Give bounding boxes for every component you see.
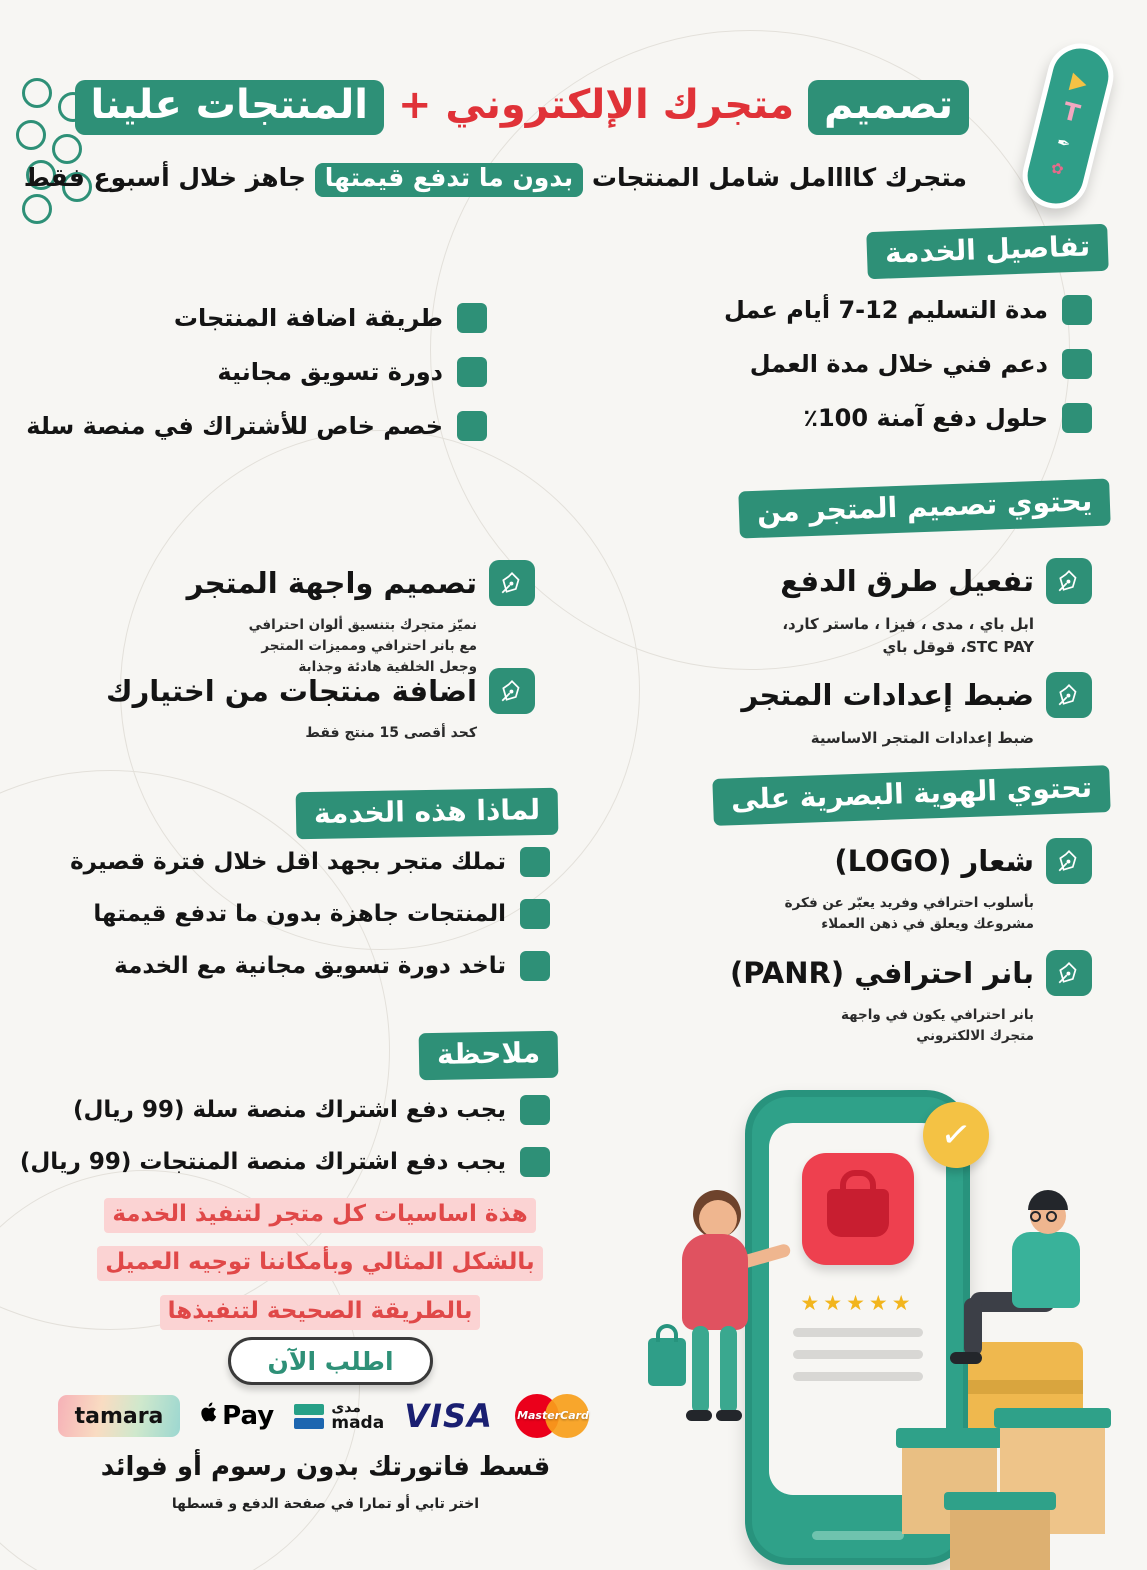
feature-title: تفعيل طرق الدفع: [780, 564, 1034, 598]
feature-desc: بانر احترافي يكون في واجهة متجرك الالكتروني: [840, 1007, 1034, 1044]
apple-pay-label: Pay: [222, 1401, 275, 1431]
feature-desc: ابل باي ، مدى ، فيزا ، ماستر كارد، STC PAY، قوقل باي: [782, 615, 1034, 657]
pen-tool-icon: [1046, 950, 1092, 996]
feature-add-products: [106, 668, 535, 745]
check-square-icon: [520, 847, 550, 877]
glasses-icon: [1046, 1211, 1057, 1222]
man-illustration: [950, 1352, 982, 1364]
parcel-lid-illustration: [896, 1428, 1003, 1448]
note-list: [20, 1095, 550, 1177]
mada-bars-icon: [294, 1404, 324, 1429]
quick-features-list: [26, 303, 487, 441]
check-square-icon: [520, 951, 550, 981]
mada-arabic-label: مدى: [331, 1399, 361, 1416]
note-label: يجب دفع اشتراك منصة المنتجات (99 ريال): [19, 1149, 506, 1175]
check-square-icon: [1062, 295, 1092, 325]
note-item: [20, 1095, 550, 1125]
shopping-app-tile: [802, 1153, 914, 1265]
apple-icon: [200, 1401, 219, 1431]
man-illustration: [1012, 1232, 1080, 1308]
page-subtitle: [23, 163, 967, 197]
shopping-bag-icon: [827, 1189, 889, 1237]
why-service-label: المنتجات جاهزة بدون ما تدفع قيمتها: [93, 901, 506, 927]
why-service-label: تملك متجر بجهد اقل خلال فترة قصيرة: [70, 849, 506, 875]
apple-pay-logo: [200, 1401, 274, 1431]
pen-tool-icon: [1046, 558, 1092, 604]
woman-illustration: [720, 1326, 737, 1414]
visa-logo: VISA: [404, 1397, 493, 1435]
service-detail-item: [724, 295, 1092, 325]
section-header-why-service: لماذا هذه الخدمة: [295, 788, 558, 840]
subtitle-highlight: بدون ما تدفع قيمتها: [315, 163, 583, 197]
title-highlight-products: المنتجات علينا: [75, 80, 385, 135]
service-detail-label: حلول دفع آمنة 100٪: [803, 404, 1048, 432]
payment-methods-row: [58, 1392, 593, 1440]
check-square-icon: [1062, 349, 1092, 379]
decorative-circle: [22, 194, 52, 224]
feature-title: بانر احترافي (PANR): [729, 956, 1034, 990]
decorative-circle: [22, 78, 52, 108]
phone-home-bar: [812, 1531, 904, 1540]
parcel-lid-illustration: [994, 1408, 1111, 1428]
feature-payment-methods: [769, 558, 1092, 660]
check-square-icon: [520, 1147, 550, 1177]
why-service-item: [70, 847, 550, 877]
quick-feature-label: خصم خاص للأشتراك في منصة سلة: [26, 412, 443, 440]
feature-desc: كحد أقصى 15 منتج فقط: [305, 725, 477, 741]
service-detail-label: دعم فني خلال مدة العمل: [749, 350, 1048, 378]
title-middle-text: متجرك الإلكتروني +: [397, 82, 795, 128]
decorative-circle: [16, 120, 46, 150]
installment-text: قسط فاتورتك بدون رسوم أو فوائد: [100, 1452, 551, 1482]
check-square-icon: [1062, 403, 1092, 433]
quick-feature-item: [26, 303, 487, 333]
page-title: [90, 80, 969, 135]
section-header-visual-identity: تحتوي الهوية البصرية على: [712, 765, 1111, 826]
quick-feature-item: [26, 357, 487, 387]
check-square-icon: [457, 411, 487, 441]
rating-stars: ★★★★★: [800, 1291, 915, 1315]
pen-tool-icon: [489, 560, 535, 606]
feature-title: ضبط إعدادات المتجر: [741, 678, 1034, 712]
subtitle-post: جاهز خلال أسبوع فقط: [23, 163, 307, 192]
check-square-icon: [457, 303, 487, 333]
title-highlight-design: تصميم: [808, 80, 969, 135]
feature-title: تصميم واجهة المتجر: [186, 566, 477, 600]
note-label: يجب دفع اشتراك منصة سلة (99 ريال): [72, 1097, 506, 1123]
service-details-list: [724, 295, 1092, 433]
shopping-illustration: [640, 1080, 1147, 1570]
flower-icon: ✿: [1049, 157, 1066, 179]
check-square-icon: [520, 1095, 550, 1125]
text-line-placeholder: [793, 1350, 923, 1359]
feature-desc: بأسلوب احترافي وفريد يعبّر عن فكرة مشروعك ويعلق في ذهن العملاء: [784, 895, 1034, 932]
woman-illustration: [716, 1410, 742, 1421]
mastercard-label: MasterCard: [517, 1409, 589, 1422]
pen-tool-icon: [1046, 672, 1092, 718]
woman-illustration: [682, 1234, 748, 1330]
pen-tool-icon: [1046, 838, 1092, 884]
feature-desc: نميّز متجرك بتنسيق ألوان احترافي مع بانر احترافي ومميزات المتجر وجعل الخلفية هادئة وجذابة: [248, 617, 477, 675]
decorative-circle: [52, 134, 82, 164]
quick-feature-label: طريقة اضافة المنتجات: [173, 304, 443, 332]
letter-t-icon: T: [1060, 96, 1083, 128]
man-illustration: [1028, 1190, 1068, 1210]
tote-bag-illustration: [648, 1338, 686, 1386]
tamara-logo: tamara: [58, 1395, 180, 1437]
text-line-placeholder: [793, 1372, 923, 1381]
section-header-service-details: تفاصيل الخدمة: [866, 224, 1109, 279]
pen-icon: ✒: [1055, 131, 1073, 154]
check-square-icon: [457, 357, 487, 387]
why-service-item: [70, 951, 550, 981]
woman-illustration: [692, 1326, 709, 1414]
check-square-icon: [520, 899, 550, 929]
feature-title: اضافة منتجات من اختيارك: [105, 674, 477, 708]
subtitle-pre: متجرك كاااامل شامل المنتجات: [591, 163, 967, 192]
mada-logo: [294, 1401, 384, 1432]
feature-desc: ضبط إعدادات المتجر الاساسية: [810, 729, 1034, 747]
feature-store-settings: [741, 672, 1092, 750]
check-icon: ✓: [938, 1112, 974, 1158]
mastercard-logo: [513, 1392, 593, 1440]
parcel-box-illustration: [950, 1504, 1050, 1570]
order-now-button[interactable]: اطلب الآن: [228, 1337, 433, 1385]
section-header-note: ملاحظة: [419, 1031, 559, 1080]
mada-english-label: mada: [331, 1412, 385, 1433]
note-warning-text: هذة اساسيات كل متجر لتنفيذ الخدمة بالشكل المثالي وبأمكاننا توجيه العميل بالطريقة الصحيحة لتنفيذها: [97, 1198, 542, 1330]
why-service-label: تاخد دورة تسويق مجانية مع الخدمة: [114, 953, 506, 979]
feature-storefront-design: [187, 560, 535, 678]
service-detail-label: مدة التسليم 12-7 أيام عمل: [723, 296, 1048, 324]
why-service-item: [70, 899, 550, 929]
glasses-icon: [1030, 1211, 1041, 1222]
pen-tool-icon: [489, 668, 535, 714]
parcel-lid-illustration: [944, 1492, 1056, 1510]
woman-illustration: [699, 1200, 737, 1238]
installment-note: اختر تابي أو تمارا في صفحة الدفع و قسطها: [171, 1496, 480, 1512]
note-item: [20, 1147, 550, 1177]
section-header-store-design: يحتوي تصميم المتجر من: [738, 479, 1111, 539]
text-line-placeholder: [793, 1328, 923, 1337]
feature-title: شعار (LOGO): [834, 844, 1034, 878]
service-detail-item: [724, 349, 1092, 379]
quick-feature-label: دورة تسويق مجانية: [217, 358, 443, 386]
quick-feature-item: [26, 411, 487, 441]
why-service-list: [70, 847, 550, 981]
man-illustration: [964, 1298, 982, 1356]
feature-banner: [730, 950, 1092, 1047]
design-tool-illustration: [1016, 37, 1121, 216]
note-warning: [65, 1190, 575, 1335]
feature-logo: [784, 838, 1092, 935]
triangle-icon: [1069, 72, 1089, 93]
woman-illustration: [686, 1410, 712, 1421]
service-detail-item: [724, 403, 1092, 433]
